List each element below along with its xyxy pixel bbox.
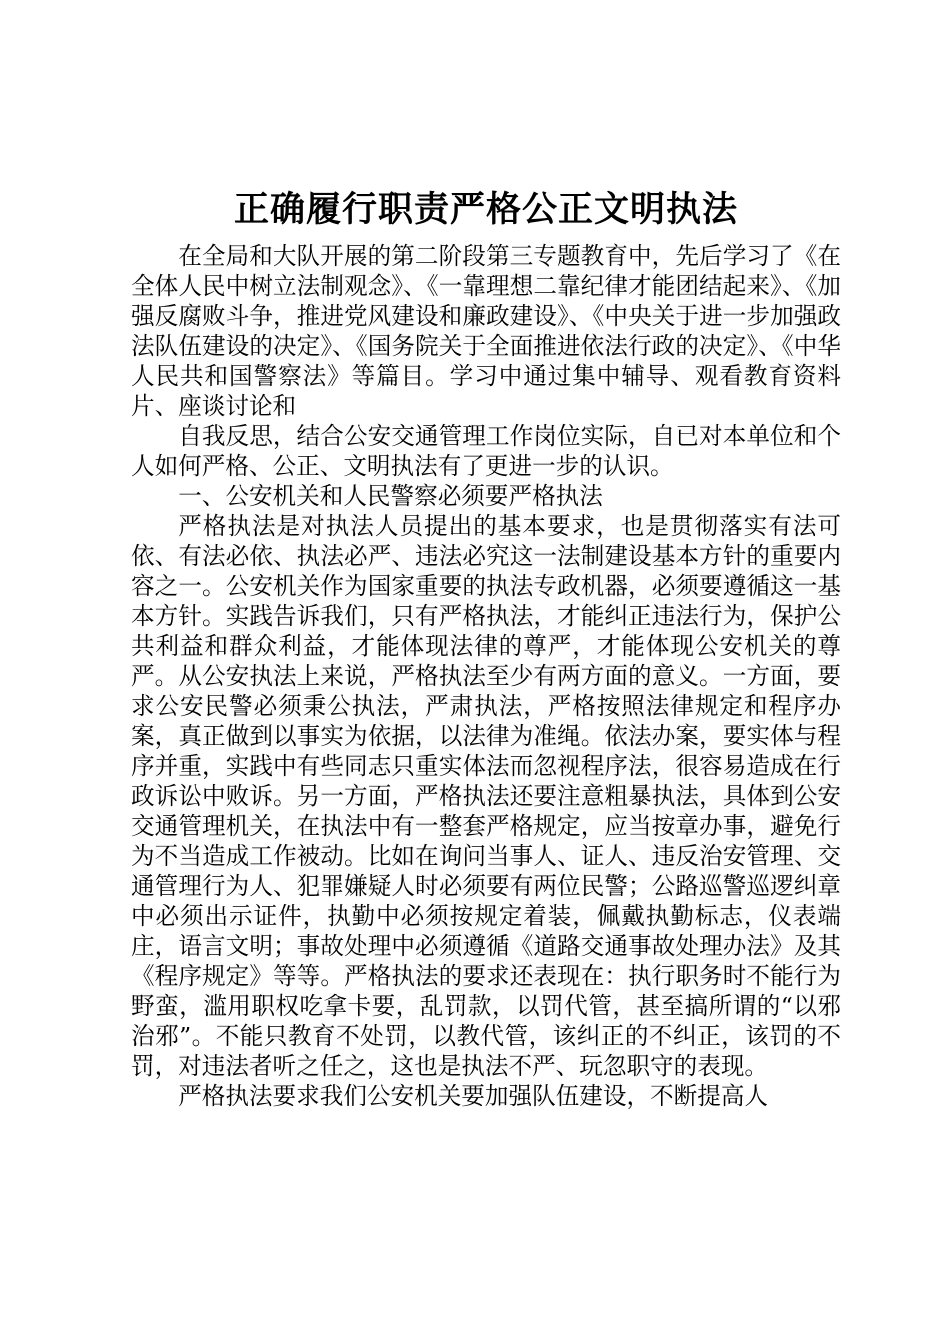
paragraph-intro: 在全局和大队开展的第二阶段第三专题教育中，先后学习了《在全体人民中树立法制观念》、《一靠理想二靠纪律才能团结起来》、《加强反腐败斗争，推进党风建设和廉政建设》、《中央关于进一步加强政法队伍建设的决定》、《国务院关于全面推进依法行政的决定》、《中华人民共和国警察法》等篇目。学习中通过集中辅导、观看教育资料片、座谈讨论和 [131,242,841,420]
paragraph-reflection: 自我反思，结合公安交通管理工作岗位实际，自已对本单位和个人如何严格、公正、文明执法有了更进一步的认识。 [131,422,841,480]
section-heading-1: 一、公安机关和人民警察必须要严格执法 [178,482,603,510]
paragraph-strict-enforcement: 严格执法是对执法人员提出的基本要求，也是贯彻落实有法可依、有法必依、执法必严、违法必究这一法制建设基本方针的重要内容之一。公安机关作为国家重要的执法专政机器，必须要遵循这一基本方针。实践告诉我们，只有严格执法，才能纠正违法行为，保护公共利益和群众利益，才能体现法律的尊严，才能体现公安机关的尊严。从公安执法上来说，严格执法至少有两方面的意义。一方面，要求公安民警必须秉公执法，严肃执法，严格按照法律规定和程序办案，真正做到以事实为依据，以法律为准绳。依法办案，要实体与程序并重，实践中有些同志只重实体法而忽视程序法，很容易造成在行政诉讼中败诉。另一方面，严格执法还要注意粗暴执法，具体到公安交通管理机关，在执法中有一整套严格规定，应当按章办事，避免行为不当造成工作被动。比如在询问当事人、证人、违反治安管理、交通管理行为人、犯罪嫌疑人时必须要有两位民警；公路巡警巡逻纠章中必须出示证件，执勤中必须按规定着装，佩戴执勤标志，仪表端庄，语言文明；事故处理中必须遵循《道路交通事故处理办法》及其《程序规定》等等。严格执法的要求还表现在：执行职务时不能行为野蛮，滥用职权吃拿卡要，乱罚款，以罚代管，甚至搞所谓的“以邪治邪”。不能只教育不处罚，以教代管，该纠正的不纠正，该罚的不罚，对违法者听之任之，这也是执法不严、玩忽职守的表现。 [131,512,841,1080]
paragraph-team-building: 严格执法要求我们公安机关要加强队伍建设，不断提高人 [178,1082,769,1110]
document-title: 正确履行职责严格公正文明执法 [233,189,738,230]
document-page [131,185,841,1111]
